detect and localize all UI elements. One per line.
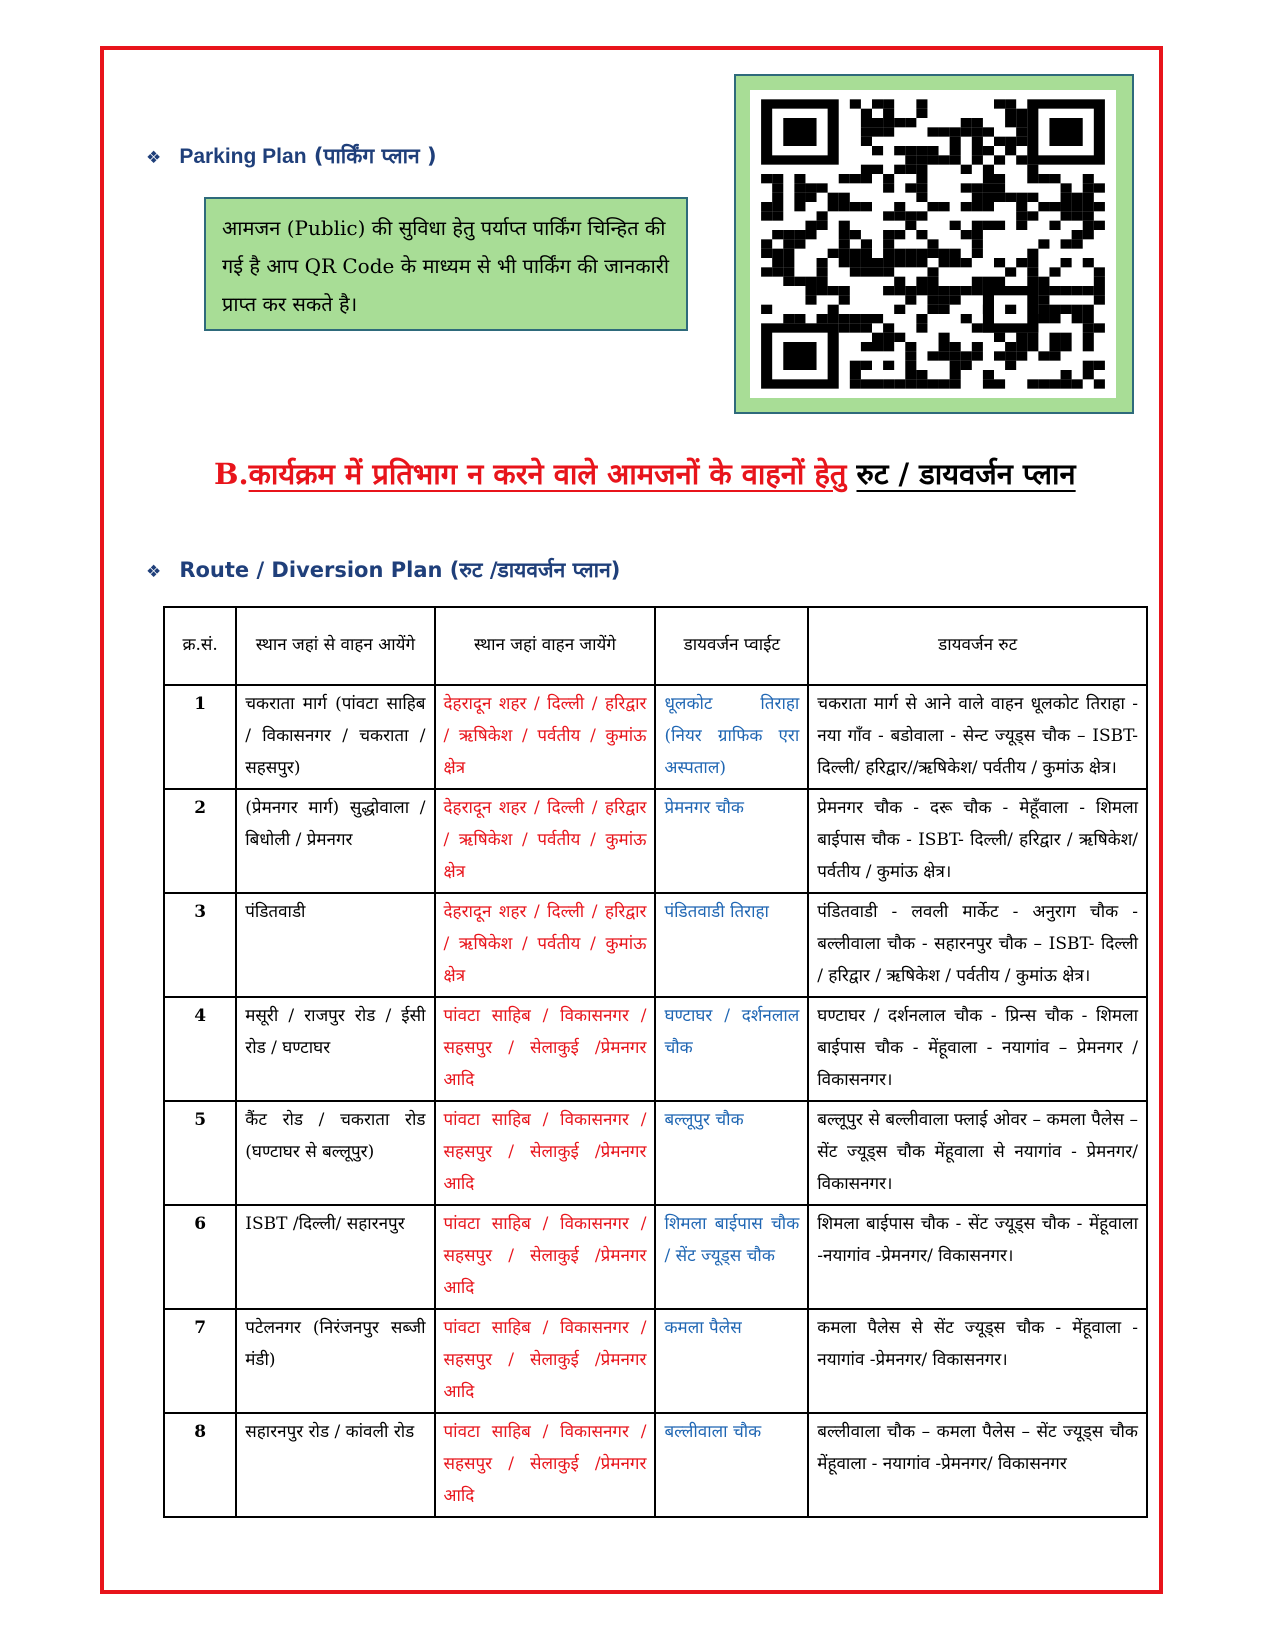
row-serial: 7 (164, 1309, 236, 1413)
table-header-row (164, 607, 1147, 685)
row-point: कमला पैलेस (655, 1309, 808, 1413)
row-route: प्रेमनगर चौक - दरू चौक - मेहूँवाला - शिमला बाईपास चौक - ISBT- दिल्ली/ हरिद्वार / ऋषिकेश/ पर्वतीय / कुमांऊ क्षेत्र। (808, 789, 1147, 893)
header-point: डायवर्जन प्वाईट (655, 607, 808, 685)
row-from: चकराता मार्ग (पांवटा साहिब / विकासनगर / चकराता / सहसपुर) (236, 685, 434, 789)
row-point: घण्टाघर / दर्शनलाल चौक (655, 997, 808, 1101)
section-b-prefix: B. (214, 457, 249, 491)
row-route: कमला पैलेस से सेंट ज्यूड्स चौक - मेंहूवाला - नयागांव -प्रेमनगर/ विकासनगर। (808, 1309, 1147, 1413)
row-route: बल्लूपुर से बल्लीवाला फ्लाई ओवर – कमला पैलेस – सेंट ज्यूड्स चौक मेंहूवाला से नयागांव - प्रेमनगर/ विकासनगर। (808, 1101, 1147, 1205)
row-to: पांवटा साहिब / विकासनगर / सहसपुर / सेलाकुई /प्रेमनगर आदि (435, 1101, 656, 1205)
row-point: बल्लूपुर चौक (655, 1101, 808, 1205)
row-serial: 8 (164, 1413, 236, 1517)
row-from: (प्रेमनगर मार्ग) सुद्धोवाला / बिधोली / प्रेमनगर (236, 789, 434, 893)
table-row (164, 1413, 1147, 1517)
row-from: पटेलनगर (निरंजनपुर सब्जी मंडी) (236, 1309, 434, 1413)
row-to: पांवटा साहिब / विकासनगर / सहसपुर / सेलाकुई /प्रेमनगर आदि (435, 1205, 656, 1309)
table-row (164, 997, 1147, 1101)
parking-heading-hi: (पार्किंग प्लान ) (313, 144, 437, 168)
row-to: पांवटा साहिब / विकासनगर / सहसपुर / सेलाकुई /प्रेमनगर आदि (435, 1413, 656, 1517)
row-to: देहरादून शहर / दिल्ली / हरिद्वार / ऋषिकेश / पर्वतीय / कुमांऊ क्षेत्र (435, 789, 656, 893)
parking-heading-en: Parking Plan (179, 145, 307, 168)
row-from: मसूरी / राजपुर रोड / ईसी रोड / घण्टाघर (236, 997, 434, 1101)
table-row (164, 1309, 1147, 1413)
row-route: चकराता मार्ग से आने वाले वाहन धूलकोट तिराहा - नया गाँव - बडोवाला - सेन्ट ज्यूड्स चौक – ISBT- दिल्ली/ हरिद्वार//ऋषिकेश/ पर्वतीय / कुमांऊ क्षेत्र। (808, 685, 1147, 789)
row-serial: 1 (164, 685, 236, 789)
row-point: बल्लीवाला चौक (655, 1413, 808, 1517)
route-plan-heading (146, 556, 620, 584)
route-heading-hi: (रुट /डायवर्जन प्लान) (449, 558, 621, 582)
parking-note-text: आमजन (Public) की सुविधा हेतु पर्याप्त पार्किंग चिन्हित की गई है आप QR Code के माध्यम से भी पार्किंग की जानकारी प्राप्त कर सकते है। (222, 216, 670, 316)
route-heading-en: Route / Diversion Plan (179, 558, 443, 582)
row-from: कैंट रोड / चकराता रोड (घण्टाघर से बल्लूपुर) (236, 1101, 434, 1205)
diamond-bullet-icon: ❖ (146, 562, 162, 582)
parking-plan-heading (146, 142, 437, 170)
header-serial: क्र.सं. (164, 607, 236, 685)
diamond-bullet-icon: ❖ (146, 148, 162, 168)
row-serial: 6 (164, 1205, 236, 1309)
section-b-title-black: रुट / डायवर्जन प्लान (856, 457, 1076, 491)
table-row (164, 685, 1147, 789)
row-from: ISBT /दिल्ली/ सहारनपुर (236, 1205, 434, 1309)
table-row (164, 789, 1147, 893)
qr-code-icon (750, 90, 1116, 398)
qr-code-panel (734, 74, 1134, 414)
row-route: शिमला बाईपास चौक - सेंट ज्यूड्स चौक - मेंहूवाला -नयागांव -प्रेमनगर/ विकासनगर। (808, 1205, 1147, 1309)
row-to: देहरादून शहर / दिल्ली / हरिद्वार / ऋषिकेश / पर्वतीय / कुमांऊ क्षेत्र (435, 685, 656, 789)
row-route: पंडितवाडी - लवली मार्केट - अनुराग चौक - बल्लीवाला चौक - सहारनपुर चौक – ISBT- दिल्ली / हरिद्वार / ऋषिकेश / पर्वतीय / कुमांऊ क्षेत्र। (808, 893, 1147, 997)
row-to: देहरादून शहर / दिल्ली / हरिद्वार / ऋषिकेश / पर्वतीय / कुमांऊ क्षेत्र (435, 893, 656, 997)
row-serial: 5 (164, 1101, 236, 1205)
row-route: घण्टाघर / दर्शनलाल चौक - प्रिन्स चौक - शिमला बाईपास चौक - मेंहूवाला - नयागांव – प्रेमनगर / विकासनगर। (808, 997, 1147, 1101)
table-row (164, 893, 1147, 997)
section-b-title-red: कार्यक्रम में प्रतिभाग न करने वाले आमजनों के वाहनों हेतु (248, 457, 847, 491)
row-from: सहारनपुर रोड / कांवली रोड (236, 1413, 434, 1517)
section-b-title (214, 450, 1114, 498)
header-route: डायवर्जन रुट (808, 607, 1147, 685)
row-route: बल्लीवाला चौक – कमला पैलेस – सेंट ज्यूड्स चौक मेंहूवाला - नयागांव -प्रेमनगर/ विकासनगर (808, 1413, 1147, 1517)
row-point: प्रेमनगर चौक (655, 789, 808, 893)
row-serial: 3 (164, 893, 236, 997)
parking-note-box (204, 197, 688, 331)
row-serial: 2 (164, 789, 236, 893)
row-point: धूलकोट तिराहा (नियर ग्राफिक एरा अस्पताल) (655, 685, 808, 789)
route-diversion-table (163, 606, 1148, 1518)
row-to: पांवटा साहिब / विकासनगर / सहसपुर / सेलाकुई /प्रेमनगर आदि (435, 997, 656, 1101)
row-to: पांवटा साहिब / विकासनगर / सहसपुर / सेलाकुई /प्रेमनगर आदि (435, 1309, 656, 1413)
table-row (164, 1205, 1147, 1309)
row-point: पंडितवाडी तिराहा (655, 893, 808, 997)
row-from: पंडितवाडी (236, 893, 434, 997)
header-to: स्थान जहां वाहन जायेंगे (435, 607, 656, 685)
row-point: शिमला बाईपास चौक / सेंट ज्यूड्स चौक (655, 1205, 808, 1309)
table-row (164, 1101, 1147, 1205)
header-from: स्थान जहां से वाहन आयेंगे (236, 607, 434, 685)
row-serial: 4 (164, 997, 236, 1101)
